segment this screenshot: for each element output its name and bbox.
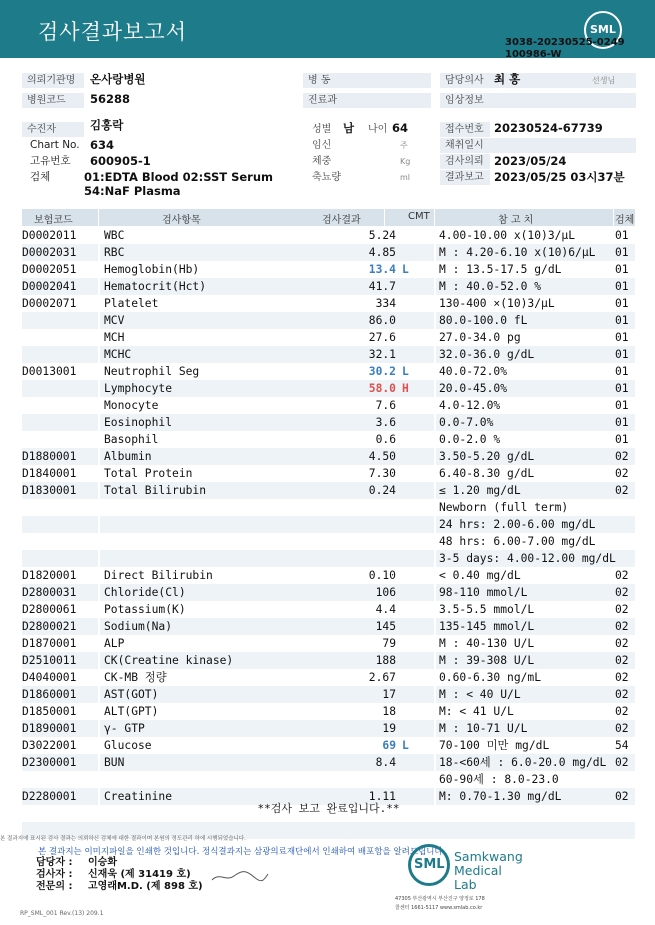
patient-label: 수진자 (22, 122, 84, 137)
hospital-label: 의뢰기관명 (22, 73, 84, 88)
cell-item: Total Bilirubin (104, 484, 207, 497)
cell-reference: 32.0-36.0 g/dL (439, 348, 535, 361)
cell-specimen: 02 (615, 705, 629, 718)
cell-result: 27.6 (368, 331, 396, 344)
cell-reference: 40.0-72.0% (439, 365, 508, 378)
cell-specimen: 02 (615, 671, 629, 684)
cell-reference: M : 4.20-6.10 x(10)6/μL (439, 246, 596, 259)
table-row (22, 754, 635, 771)
cell-result: 334 (375, 297, 396, 310)
clinical-label: 임상정보 (440, 93, 636, 108)
urine-label: 축뇨량 (312, 172, 341, 183)
cell-code: D0002051 (22, 263, 77, 276)
cell-code: D2510011 (22, 654, 77, 667)
cell-item: WBC (104, 229, 125, 242)
cell-specimen: 02 (615, 790, 629, 803)
cell-specimen: 02 (615, 620, 629, 633)
table-row (22, 482, 635, 499)
cell-reference: M : 40.0-52.0 % (439, 280, 542, 293)
cell-result: 17 (382, 688, 396, 701)
cell-reference: 4.00-10.00 x(10)3/μL (439, 229, 576, 242)
dept-label: 진료과 (303, 93, 431, 108)
cell-flag: H (402, 382, 409, 395)
cell-item: MCV (104, 314, 125, 327)
cell-item: ALT(GPT) (104, 705, 159, 718)
cell-reference: 48 hrs: 6.00-7.00 mg/dL (439, 535, 596, 548)
cell-result: 30.2 (368, 365, 396, 378)
form-number: RP_SML_001 Rev.(13) 209.1 (20, 910, 104, 917)
cell-specimen: 02 (615, 484, 629, 497)
samkwang-logo: SML Samkwang Medical Lab (408, 842, 528, 892)
cell-result: 0.6 (375, 433, 396, 446)
table-row (22, 329, 635, 346)
staff-manager: 담당자 : 이승화 (36, 857, 117, 868)
urine-unit: ml (400, 173, 411, 182)
cell-code: D0002041 (22, 280, 77, 293)
table-row (22, 261, 635, 278)
cell-code: D2280001 (22, 790, 77, 803)
cell-result: 145 (375, 620, 396, 633)
address-line: 47305 부산광역시 부산진구 양정로 178 (395, 896, 485, 902)
request-label: 검사의뢰 (440, 154, 490, 169)
staff-specialist: 전문의 : 고영래M.D. (제 898 호) (36, 881, 203, 892)
cell-specimen: 01 (615, 433, 629, 446)
cell-specimen: 01 (615, 365, 629, 378)
table-row (22, 601, 635, 618)
cell-result: 0.24 (368, 484, 396, 497)
table-row (22, 295, 635, 312)
cell-specimen: 02 (615, 569, 629, 582)
cell-item: Total Protein (104, 467, 193, 480)
cell-reference: 70-100 미만 mg/dL (439, 739, 550, 752)
cell-item: Basophil (104, 433, 159, 446)
doctor-label: 담당의사 (440, 73, 636, 88)
cell-flag: L (402, 365, 409, 378)
cell-reference: 6.40-8.30 g/dL (439, 467, 535, 480)
weight-label: 체중 (312, 156, 332, 167)
specimen-label: 검체 (30, 171, 51, 183)
table-row (22, 533, 635, 550)
table-row (22, 686, 635, 703)
cell-specimen: 01 (615, 229, 629, 242)
cell-result: 4.50 (368, 450, 396, 463)
cell-code: D1830001 (22, 484, 77, 497)
cell-result: 41.7 (368, 280, 396, 293)
cell-item: MCHC (104, 348, 132, 361)
cell-code: D0002071 (22, 297, 77, 310)
table-row (22, 516, 635, 533)
cell-item: Glucose (104, 739, 152, 752)
cell-result: 8.4 (375, 756, 396, 769)
signature-icon (210, 868, 270, 884)
table-row (22, 363, 635, 380)
cell-item: Hemoglobin(Hb) (104, 263, 200, 276)
cell-flag: L (402, 263, 409, 276)
cell-code: D0002011 (22, 229, 77, 242)
cell-item: γ- GTP (104, 722, 145, 735)
cell-flag: L (402, 739, 409, 752)
cell-result: 3.6 (375, 416, 396, 429)
age-label: 나이 (368, 124, 388, 135)
cell-code: D1870001 (22, 637, 77, 650)
cell-reference: 98-110 mmol/L (439, 586, 528, 599)
cell-specimen: 01 (615, 263, 629, 276)
id-label: 고유번호 (30, 155, 71, 167)
cell-item: Albumin (104, 450, 152, 463)
sex-label: 성별 (312, 124, 332, 135)
cell-reference: 130-400 ×(10)3/μL (439, 297, 555, 310)
table-row (22, 431, 635, 448)
cell-item: ALP (104, 637, 125, 650)
cell-item: Platelet (104, 297, 159, 310)
cell-specimen: 01 (615, 382, 629, 395)
cell-specimen: 01 (615, 297, 629, 310)
cell-specimen: 01 (615, 348, 629, 361)
cell-specimen: 02 (615, 722, 629, 735)
cell-code: D2800061 (22, 603, 77, 616)
cell-result: 7.6 (375, 399, 396, 412)
receipt-value: 20230524-67739 (494, 121, 603, 135)
results-table-header (22, 209, 635, 226)
cell-reference: 0.0-2.0 % (439, 433, 501, 446)
cell-specimen: 02 (615, 654, 629, 667)
cell-specimen: 02 (615, 467, 629, 480)
cell-reference: 20.0-45.0% (439, 382, 508, 395)
patient-value: 김홍락 (90, 118, 124, 132)
image-print-note: 본 결과지는 이미지파일을 인쇄한 것입니다. 정식결과지는 삼광의료재단에서 인쇄하여 배포함을 알려드립니다. (38, 847, 446, 857)
cell-item: MCH (104, 331, 125, 344)
cell-specimen: 01 (615, 246, 629, 259)
cell-result: 4.4 (375, 603, 396, 616)
cell-reference: M : 13.5-17.5 g/dL (439, 263, 562, 276)
table-row (22, 414, 635, 431)
cell-code: D1820001 (22, 569, 77, 582)
cell-result: 13.4 (368, 263, 396, 276)
table-row (22, 499, 635, 516)
cell-result: 1.11 (368, 790, 396, 803)
cell-code: D1890001 (22, 722, 77, 735)
table-row (22, 584, 635, 601)
cell-code: D0013001 (22, 365, 77, 378)
cell-item: Hematocrit(Hct) (104, 280, 207, 293)
code-value: 56288 (90, 92, 131, 106)
cell-result: 7.30 (368, 467, 396, 480)
cell-result (322, 516, 396, 533)
cell-result: 2.67 (368, 671, 396, 684)
cell-code: D2800031 (22, 586, 77, 599)
cell-reference: ≤ 1.20 mg/dL (439, 484, 521, 497)
cell-item: Creatinine (104, 790, 173, 803)
cell-reference: 135-145 mmol/L (439, 620, 535, 633)
report-title: 검사결과보고서 (38, 20, 188, 44)
cell-reference: 3.5-5.5 mmol/L (439, 603, 535, 616)
cell-code: D1840001 (22, 467, 77, 480)
cell-item: Lymphocyte (104, 382, 173, 395)
cell-result: 86.0 (368, 314, 396, 327)
cell-reference: 4.0-12.0% (439, 399, 501, 412)
table-row (22, 278, 635, 295)
cell-code: D1880001 (22, 450, 77, 463)
collect-label: 채취일시 (440, 138, 636, 153)
cell-result (322, 550, 396, 567)
cell-specimen: 02 (615, 637, 629, 650)
cell-result: 32.1 (368, 348, 396, 361)
sml-logo-circle-icon: SML (408, 844, 450, 886)
disclaimer-note: 본 결과지에 표시된 검사 결과는 의뢰하신 검체에 대한 결과이며 본원의 정도관리 하에 시행되었습니다. (0, 836, 246, 842)
cell-result: 69 (382, 739, 396, 752)
table-row (22, 567, 635, 584)
cell-result (322, 771, 396, 788)
table-row (22, 635, 635, 652)
report-value: 2023/05/25 03시37분 (494, 170, 625, 184)
preg-label: 임신 (312, 140, 332, 151)
weight-unit: Kg (400, 157, 411, 166)
cell-specimen: 01 (615, 399, 629, 412)
cell-specimen: 01 (615, 314, 629, 327)
cell-specimen: 54 (615, 739, 629, 752)
cell-reference: M: < 41 U/L (439, 705, 514, 718)
cell-code: D2300001 (22, 756, 77, 769)
cell-result: 19 (382, 722, 396, 735)
cell-specimen: 02 (615, 603, 629, 616)
ward-label: 병 동 (303, 73, 431, 88)
cell-code: D1850001 (22, 705, 77, 718)
cell-reference: M : 40-130 U/L (439, 637, 535, 650)
report-label: 결과보고 (440, 170, 490, 185)
table-row (22, 618, 635, 635)
cell-reference: M : 10-71 U/L (439, 722, 528, 735)
cell-item: CK(Creatine kinase) (104, 654, 234, 667)
cell-result: 79 (382, 637, 396, 650)
cell-item: Direct Bilirubin (104, 569, 213, 582)
specimen-value-2: 54:NaF Plasma (84, 184, 181, 198)
cell-code: D1860001 (22, 688, 77, 701)
cell-reference: 3-5 days: 4.00-12.00 mg/dL (439, 552, 616, 565)
cell-reference: M : 39-308 U/L (439, 654, 535, 667)
table-row (22, 465, 635, 482)
cell-item: Neutrophil Seg (104, 365, 200, 378)
cell-result: 4.85 (368, 246, 396, 259)
cell-reference: M : < 40 U/L (439, 688, 521, 701)
cell-item: BUN (104, 756, 125, 769)
table-row (22, 448, 635, 465)
chart-value: 634 (90, 138, 115, 152)
contact-line: 콜센터 1661-5117 www.smlab.co.kr (395, 905, 483, 911)
chart-label: Chart No. (30, 139, 80, 151)
cell-item: Monocyte (104, 399, 159, 412)
report-number: 3038-20230525-0249 100986-W (505, 37, 625, 60)
cell-item: Potassium(K) (104, 603, 186, 616)
report-complete-text: **검사 보고 완료입니다.** (257, 802, 400, 815)
cell-specimen: 02 (615, 756, 629, 769)
th-item: 검사항목 (162, 215, 201, 226)
cell-item: Chloride(Cl) (104, 586, 186, 599)
table-row (22, 244, 635, 261)
cell-result (322, 533, 396, 550)
cell-code: D2800021 (22, 620, 77, 633)
th-result: 검사결과 (322, 215, 361, 226)
cell-result: 0.10 (368, 569, 396, 582)
table-row (22, 652, 635, 669)
table-row (22, 703, 635, 720)
table-row (22, 346, 635, 363)
th-specimen: 검체 (615, 215, 635, 226)
cell-specimen: 02 (615, 688, 629, 701)
cell-reference: < 0.40 mg/dL (439, 569, 521, 582)
cell-code: D4040001 (22, 671, 77, 684)
table-row (22, 397, 635, 414)
cell-result: 58.0 (368, 382, 396, 395)
code-label: 병원코드 (22, 93, 84, 108)
cell-reference: 0.60-6.30 ng/mL (439, 671, 542, 684)
doctor-suffix: 선생님 (592, 76, 616, 85)
th-ref: 참 고 치 (498, 215, 534, 226)
cell-reference: 3.50-5.20 g/dL (439, 450, 535, 463)
cell-specimen: 01 (615, 416, 629, 429)
cell-specimen: 02 (615, 450, 629, 463)
cell-code: D3022001 (22, 739, 77, 752)
staff-tester: 검사자 : 신재욱 (제 31419 호) (36, 869, 191, 880)
table-row (22, 669, 635, 686)
table-row (22, 312, 635, 329)
cell-reference: 18-<60세 : 6.0-20.0 mg/dL (439, 756, 607, 769)
cell-reference: 27.0-34.0 pg (439, 331, 521, 344)
cell-item: AST(GOT) (104, 688, 159, 701)
table-row (22, 380, 635, 397)
receipt-label: 접수번호 (440, 122, 490, 137)
th-cmt: CMT (408, 211, 430, 222)
cell-item: RBC (104, 246, 125, 259)
cell-reference: M: 0.70-1.30 mg/dL (439, 790, 562, 803)
cell-result: 106 (375, 586, 396, 599)
cell-item: Eosinophil (104, 416, 173, 429)
cell-reference: 60-90세 : 8.0-23.0 (439, 773, 559, 786)
table-row (22, 720, 635, 737)
cell-result (322, 499, 396, 516)
table-row (22, 550, 635, 567)
cell-item: CK-MB 정량 (104, 671, 167, 684)
sml-logo-icon: SML (584, 11, 622, 49)
cell-specimen: 01 (615, 331, 629, 344)
cell-reference: 80.0-100.0 fL (439, 314, 528, 327)
cell-result: 188 (375, 654, 396, 667)
table-row (22, 771, 635, 788)
cell-result: 18 (382, 705, 396, 718)
age-value: 64 (392, 121, 409, 135)
id-value: 600905-1 (90, 154, 151, 168)
cell-item: Sodium(Na) (104, 620, 173, 633)
th-code: 보험코드 (34, 215, 73, 226)
cell-code: D0002031 (22, 246, 77, 259)
request-value: 2023/05/24 (494, 154, 567, 168)
cell-specimen: 01 (615, 280, 629, 293)
table-row (22, 227, 635, 244)
table-row (22, 737, 635, 754)
cell-result: 5.24 (368, 229, 396, 242)
hospital-value: 온사랑병원 (90, 72, 146, 86)
sex-value: 남 (343, 121, 355, 135)
cell-reference: 24 hrs: 2.00-6.00 mg/dL (439, 518, 596, 531)
cell-specimen: 02 (615, 586, 629, 599)
preg-unit: 주 (400, 141, 408, 150)
specimen-value-1: 01:EDTA Blood 02:SST Serum (84, 170, 274, 184)
doctor-value: 최 홍 (494, 72, 521, 86)
cell-reference: Newborn (full term) (439, 501, 569, 514)
cell-reference: 0.0-7.0% (439, 416, 494, 429)
